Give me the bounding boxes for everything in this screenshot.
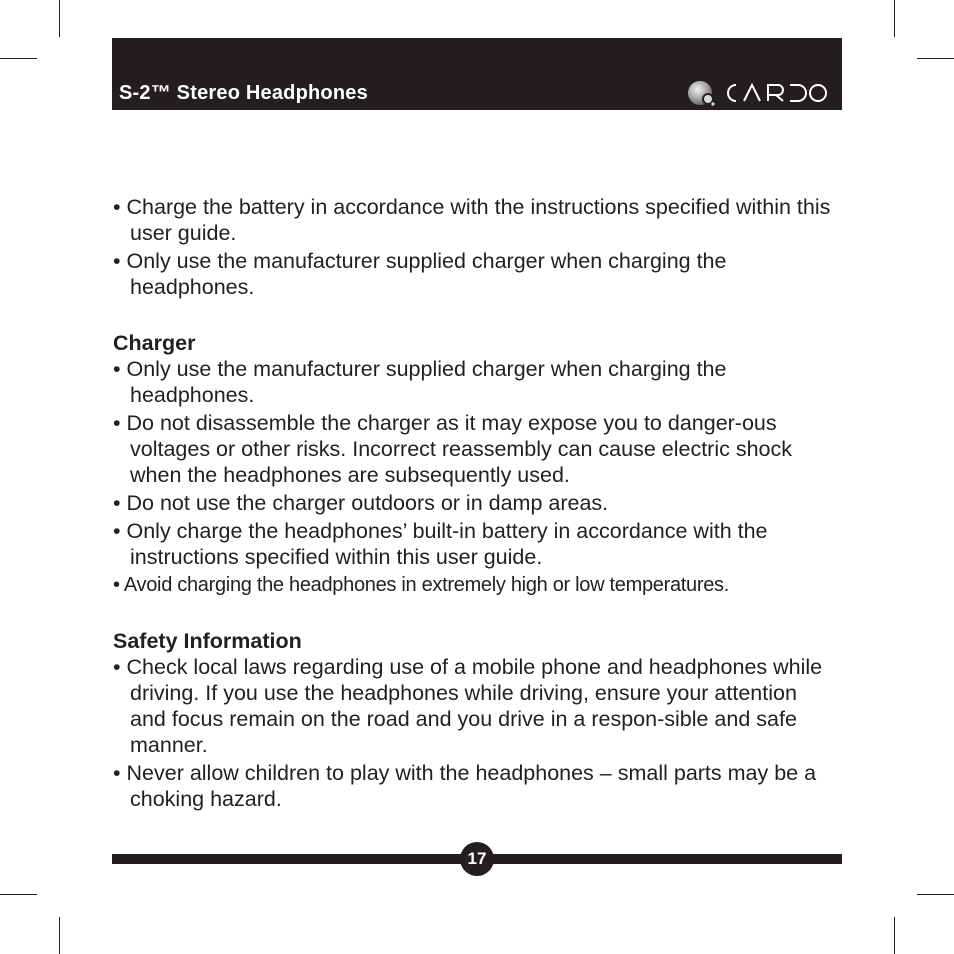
crop-mark — [917, 58, 954, 59]
list-item: • Avoid charging the headphones in extremely high or low temperatures. — [113, 574, 730, 596]
list-item: • Charge the battery in accordance with the instructions specified within this user guide. — [113, 195, 831, 245]
crop-mark — [894, 0, 895, 37]
crop-mark — [59, 917, 60, 954]
crop-mark — [0, 58, 37, 59]
page-content — [113, 194, 838, 814]
list-item: • Only charge the headphones’ built-in battery in accordance with the instructions specified within this user guide. — [113, 519, 768, 569]
list-item: • Only use the manufacturer supplied charger when charging the headphones. — [113, 249, 727, 299]
crop-mark — [917, 894, 954, 895]
page-number: 17 — [460, 842, 494, 876]
section-heading-safety: Safety Information — [113, 629, 302, 653]
cardo-logo — [686, 78, 831, 108]
list-item: • Only use the manufacturer supplied charger when charging the headphones. — [113, 357, 727, 407]
header-bar — [112, 38, 842, 110]
crop-mark — [0, 894, 37, 895]
crop-mark — [59, 0, 60, 37]
section-heading-charger: Charger — [113, 331, 196, 355]
list-item: • Do not use the charger outdoors or in damp areas. — [113, 491, 609, 515]
list-item: • Do not disassemble the charger as it may expose you to danger-ous voltages or other risks. Incorrect reassembly can cause electric shock when the headphones are subsequently used. — [113, 411, 792, 487]
header-title: S-2™ Stereo Headphones — [119, 82, 368, 104]
crop-mark — [894, 917, 895, 954]
list-item: • Never allow children to play with the headphones – small parts may be a choking hazard. — [113, 761, 817, 811]
list-item: • Check local laws regarding use of a mobile phone and headphones while driving. If you use the headphones while driving, ensure your attention and focus remain on the road and you drive in a respon-sible and safe manner. — [113, 655, 823, 757]
